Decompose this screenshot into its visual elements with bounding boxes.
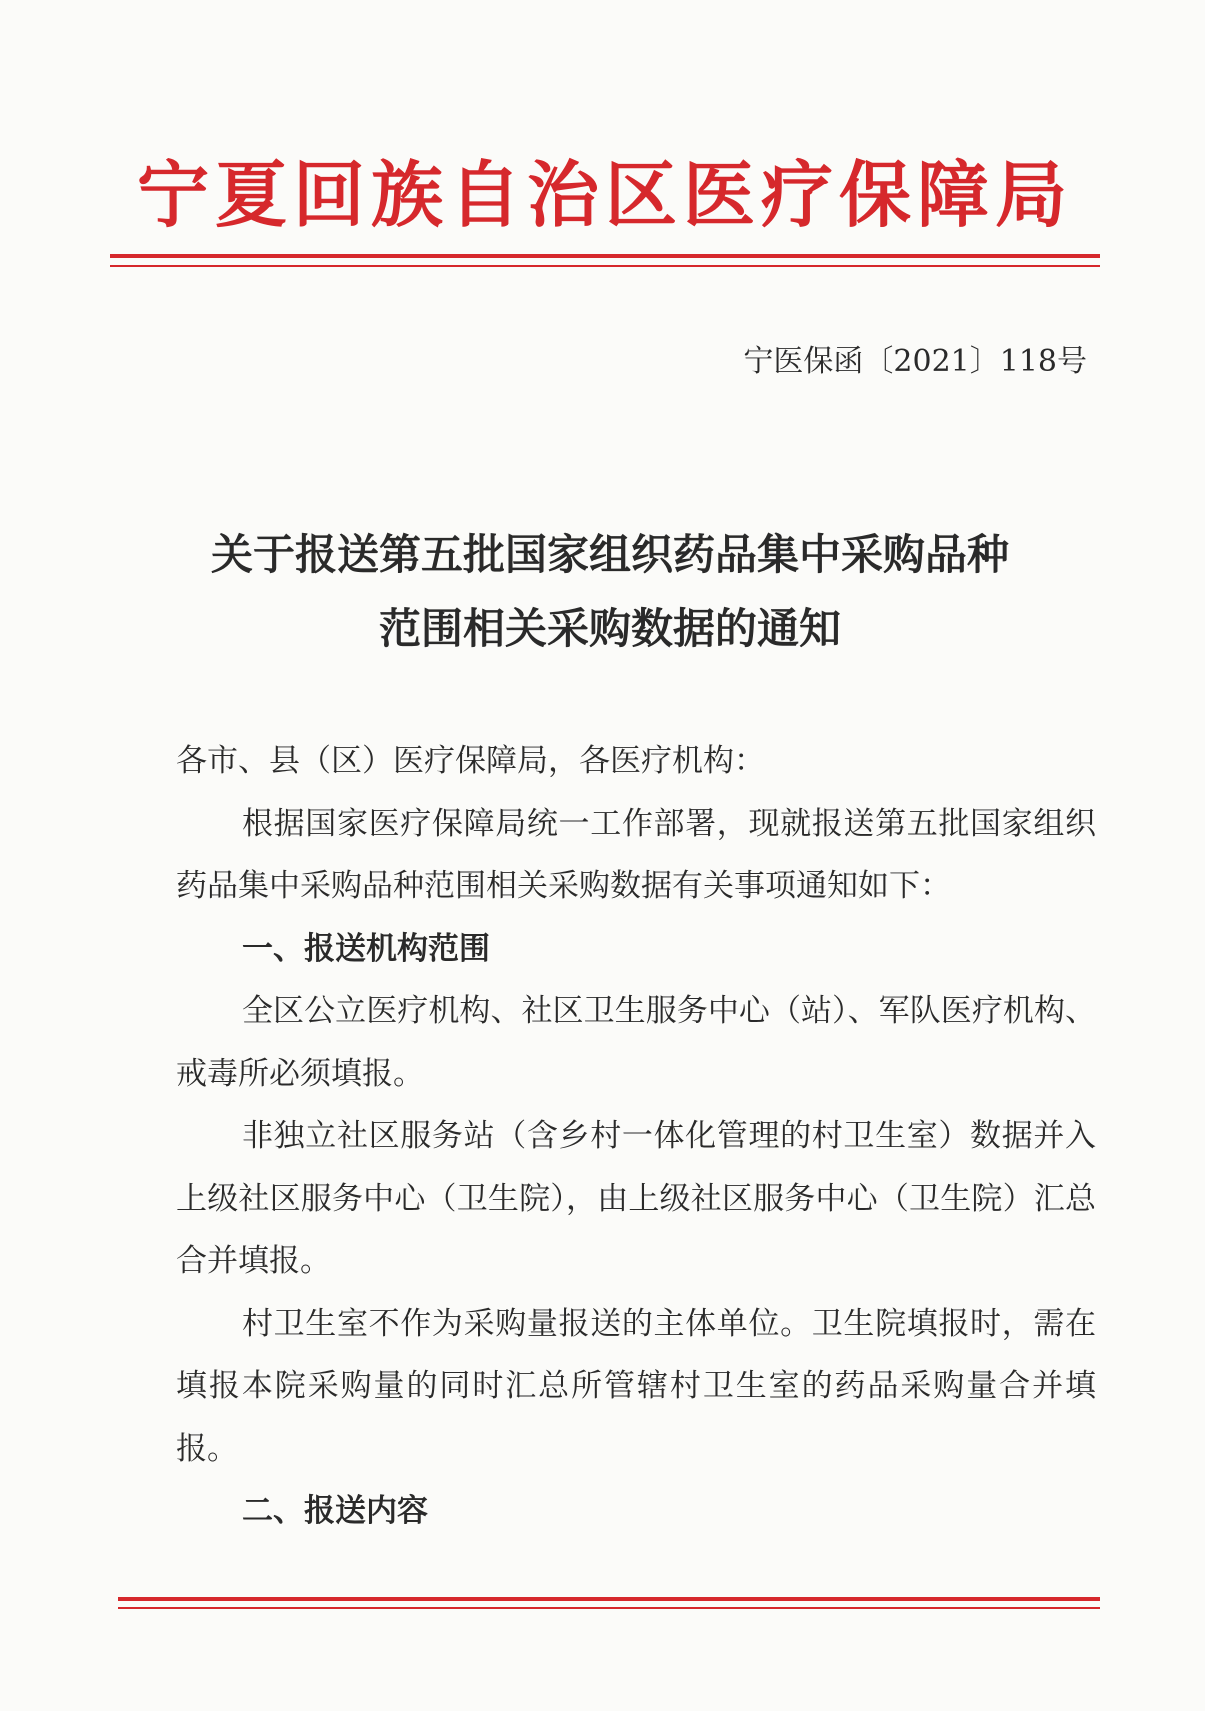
document-body [176,730,1096,1543]
paragraph-section1-2: 非独立社区服务站（含乡村一体化管理的村卫生室）数据并入上级社区服务中心（卫生院），由上级社区服务中心（卫生院）汇总合并填报。 [176,1118,1096,1279]
section-heading-2: 二、报送内容 [242,1493,428,1529]
masthead-title: 宁夏回族自治区医疗保障局 [136,152,1073,237]
footer-red-rule-thick [118,1597,1100,1601]
footer-red-rule-thin [118,1607,1100,1609]
paragraph-section1-3: 村卫生室不作为采购量报送的主体单位。卫生院填报时，需在填报本院采购量的同时汇总所管辖村卫生室的药品采购量合并填报。 [176,1305,1096,1467]
section-heading-1: 一、报送机构范围 [242,930,490,967]
masthead-red-rule-thick [110,254,1100,258]
paragraph-section1-1: 全区公立医疗机构、社区卫生服务中心（站）、军队医疗机构、戒毒所必须填报。 [176,993,1096,1092]
document-title-line-1: 关于报送第五批国家组织药品集中采购品种 [210,530,1009,579]
masthead-red-rule-thin [110,265,1100,267]
salutation: 各市、县（区）医疗保障局，各医疗机构： [176,743,765,779]
document-number: 宁医保函〔2021〕118号 [743,344,1087,379]
document-title [120,518,1100,666]
document-title-line-2: 范围相关采购数据的通知 [378,604,841,653]
paragraph-intro: 根据国家医疗保障局统一工作部署，现就报送第五批国家组织药品集中采购品种范围相关采购数据有关事项通知如下： [176,805,1096,904]
